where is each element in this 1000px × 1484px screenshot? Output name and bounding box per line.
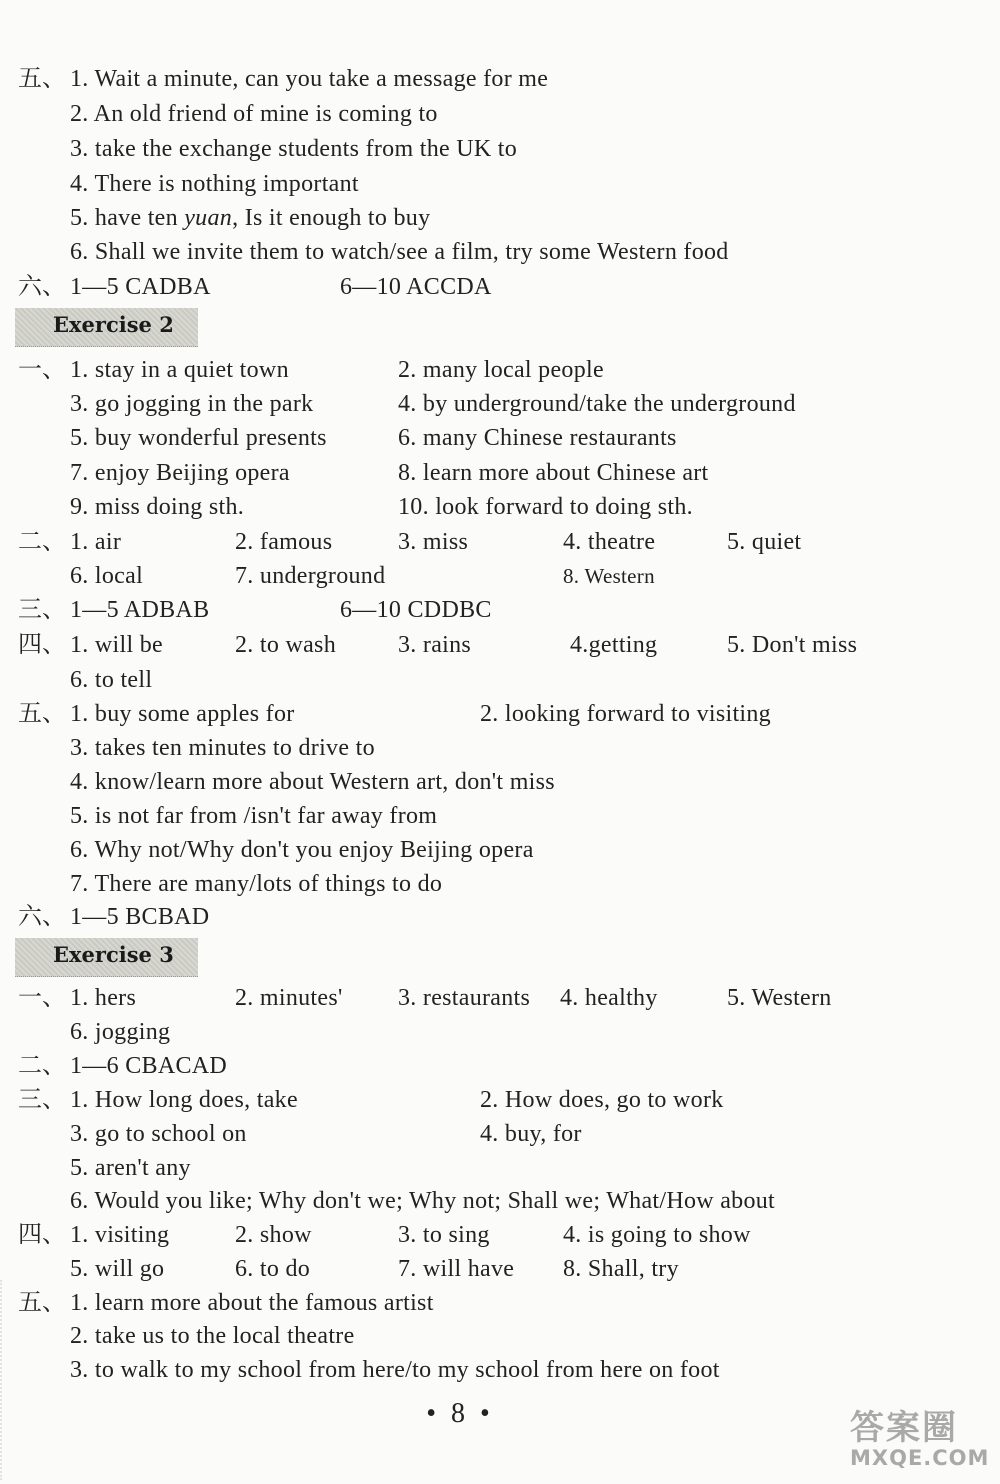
watermark-bottom-text: MXQE.COM — [850, 1446, 990, 1470]
answer-item: 3. miss — [398, 529, 469, 555]
answer-item: 1. How long does, take — [70, 1087, 298, 1113]
answer-item: 2. show — [235, 1222, 312, 1248]
answer-line: 6—10 CDDBC — [340, 597, 492, 623]
answer-line: 5. aren't any — [70, 1155, 191, 1181]
answer-item: 1. air — [70, 529, 122, 555]
answer-line: 1—5 CADBA — [70, 274, 211, 300]
answer-line: 6. Would you like; Why don't we; Why not; Shall we; What/How about — [70, 1188, 776, 1214]
answer-item: 5. will go — [70, 1256, 165, 1282]
section-marker: 一、 — [18, 985, 66, 1011]
page-number: • 8 • — [426, 1398, 494, 1429]
answer-item: 7. will have — [398, 1256, 515, 1282]
section-marker: 四、 — [18, 632, 66, 658]
italic-term: yuan — [184, 205, 233, 231]
answer-item: 5. quiet — [727, 529, 802, 555]
section-marker: 六、 — [18, 274, 66, 300]
answer-item: 6. many Chinese restaurants — [398, 425, 677, 451]
answer-item: 3. rains — [398, 632, 472, 658]
answer-line — [70, 203, 430, 233]
answer-text: 5. have ten — [70, 205, 185, 231]
answer-line: 3. take the exchange students from the UK to — [70, 136, 518, 162]
answer-item: 2. minutes' — [235, 985, 343, 1011]
answer-line: 3. takes ten minutes to drive to — [70, 735, 375, 761]
answer-item: 5. Don't miss — [727, 632, 858, 658]
section-marker: 五、 — [18, 66, 66, 92]
answer-item: 1. buy some apples for — [70, 701, 295, 727]
answer-item: 2. many local people — [398, 357, 604, 383]
answer-line: 1—5 BCBAD — [70, 904, 210, 930]
answer-item: 6. jogging — [70, 1019, 171, 1045]
answer-item: 4. by underground/take the underground — [398, 391, 796, 417]
section-marker: 三、 — [18, 1087, 66, 1113]
answer-line: 5. is not far from /isn't far away from — [70, 803, 438, 829]
answer-line: 1. learn more about the famous artist — [70, 1290, 434, 1316]
answer-item: 4. healthy — [560, 985, 658, 1011]
scan-edge-artifact — [0, 1280, 10, 1480]
answer-item: 10. look forward to doing sth. — [398, 494, 693, 520]
answer-item: 8. Western — [563, 564, 655, 588]
answer-item: 4. buy, for — [480, 1121, 582, 1147]
answer-item: 6. to do — [235, 1256, 311, 1282]
answer-line: 1—6 CBACAD — [70, 1053, 228, 1079]
section-marker: 五、 — [18, 701, 66, 727]
section-marker: 二、 — [18, 1053, 66, 1079]
answer-line: 2. An old friend of mine is coming to — [70, 101, 438, 127]
answer-line: 6. Shall we invite them to watch/see a film, try some Western food — [70, 239, 729, 265]
answer-line: 4. There is nothing important — [70, 171, 359, 197]
answer-item: 9. miss doing sth. — [70, 494, 245, 520]
answer-line: 1. Wait a minute, can you take a message for me — [70, 66, 549, 92]
answer-item: 1. hers — [70, 985, 137, 1011]
answer-line: 6. Why not/Why don't you enjoy Beijing opera — [70, 837, 534, 863]
section-marker: 一、 — [18, 357, 66, 383]
answer-item: 6. to tell — [70, 667, 153, 693]
answer-item: 4. theatre — [563, 529, 656, 555]
answer-item: 2. to wash — [235, 632, 336, 658]
answer-line: 6—10 ACCDA — [340, 274, 492, 300]
answer-line: 7. There are many/lots of things to do — [70, 871, 443, 897]
section-marker: 六、 — [18, 904, 66, 930]
answer-item: 5. buy wonderful presents — [70, 425, 327, 451]
answer-item: 1. stay in a quiet town — [70, 357, 289, 383]
answer-item: 7. enjoy Beijing opera — [70, 460, 290, 486]
answer-item: 8. learn more about Chinese art — [398, 460, 709, 486]
exercise-title: Exercise 2 — [53, 312, 174, 337]
watermark-top-text: 答案圈 — [850, 1408, 958, 1448]
section-marker: 三、 — [18, 597, 66, 623]
answer-item: 1. visiting — [70, 1222, 170, 1248]
section-marker: 二、 — [18, 529, 66, 555]
answer-item: 8. Shall, try — [563, 1256, 679, 1282]
answer-item: 7. underground — [235, 563, 386, 589]
answer-item: 5. Western — [727, 985, 832, 1011]
exercise-title: Exercise 3 — [53, 942, 174, 967]
section-marker: 四、 — [18, 1222, 66, 1248]
exercise-heading — [15, 308, 198, 347]
answer-text: , Is it enough to buy — [232, 205, 431, 231]
answer-item: 2. famous — [235, 529, 333, 555]
answer-line: 4. know/learn more about Western art, don't miss — [70, 769, 555, 795]
answer-line: 3. to walk to my school from here/to my school from here on foot — [70, 1357, 720, 1383]
answer-item: 2. How does, go to work — [480, 1087, 724, 1113]
answer-item: 3. restaurants — [398, 985, 531, 1011]
answer-item: 3. go to school on — [70, 1121, 247, 1147]
answer-item: 2. looking forward to visiting — [480, 701, 771, 727]
answer-item: 3. go jogging in the park — [70, 391, 314, 417]
answer-item: 1. will be — [70, 632, 163, 658]
section-marker: 五、 — [18, 1290, 66, 1316]
answer-item: 4. is going to show — [563, 1222, 751, 1248]
answer-item: 3. to sing — [398, 1222, 490, 1248]
watermark-logo — [850, 1400, 990, 1476]
exercise-heading — [15, 938, 198, 977]
answer-line: 1—5 ADBAB — [70, 597, 210, 623]
answer-item: 4.getting — [570, 632, 658, 658]
answer-line: 2. take us to the local theatre — [70, 1323, 355, 1349]
answer-item: 6. local — [70, 563, 144, 589]
